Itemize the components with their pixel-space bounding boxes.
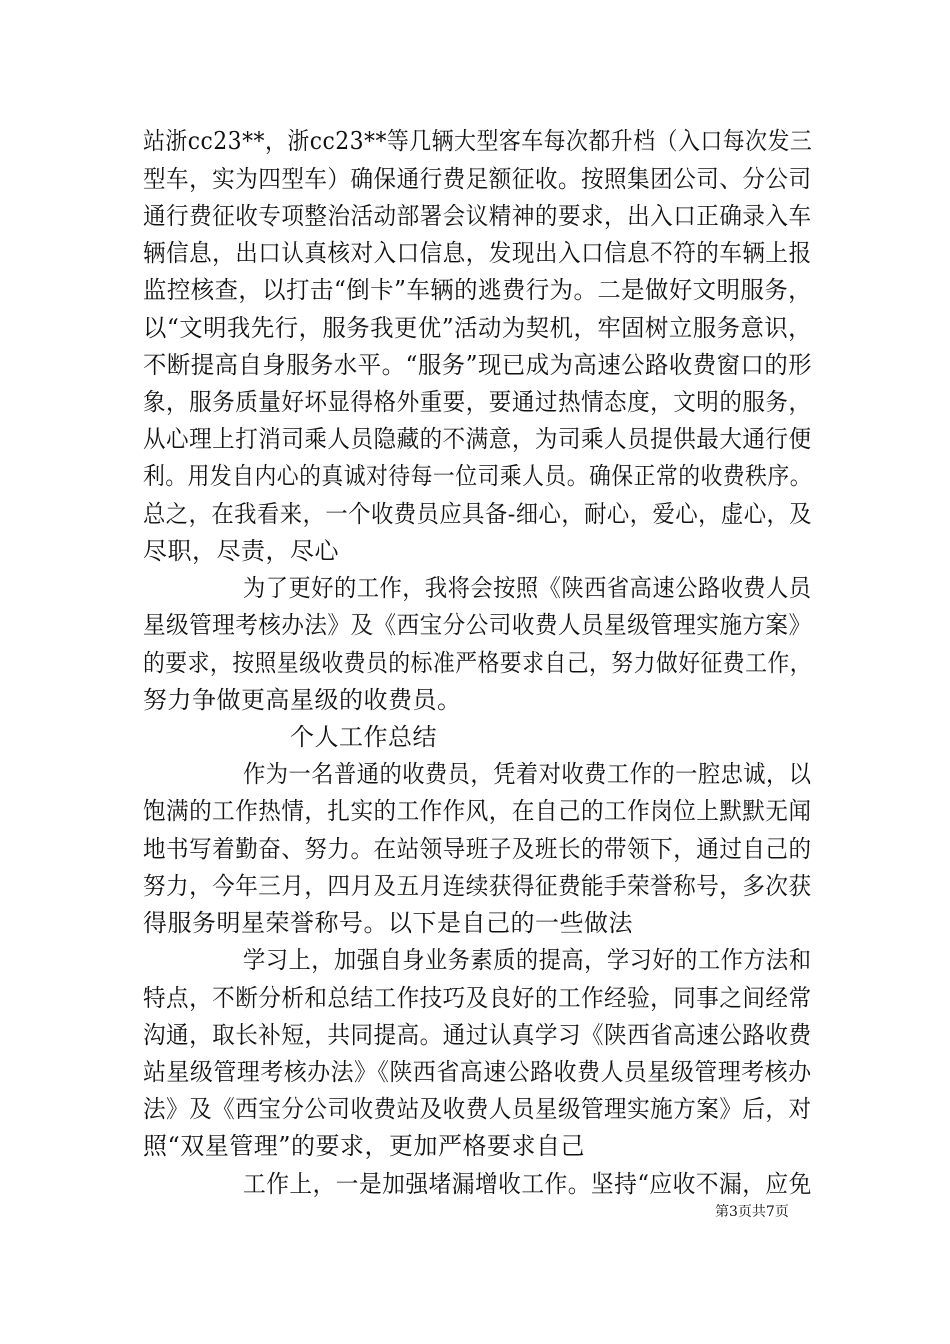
text-line: 努力，今年三月，四月及五月连续获得征费能手荣誉称号，多次获: [143, 872, 812, 900]
text-line: 站星级管理考核办法》《陕西省高速公路收费人员星级管理考核办: [143, 1058, 812, 1086]
text-line: 特点，不断分析和总结工作技巧及良好的工作经验，同事之间经常: [143, 984, 812, 1012]
text-line: 的要求，按照星级收费员的标准严格要求自己，努力做好征费工作，: [143, 649, 812, 677]
text-line: 象，服务质量好坏显得格外重要，要通过热情态度，文明的服务，: [143, 388, 812, 416]
section-title: 个人工作总结: [290, 723, 437, 751]
text-line: 法》及《西宝分公司收费站及收费人员星级管理实施方案》后，对: [143, 1095, 812, 1123]
text-line: 通行费征收专项整治活动部署会议精神的要求，出入口正确录入车: [143, 202, 812, 230]
text-line: 监控核查，以打击“倒卡”车辆的逃费行为。二是做好文明服务，: [143, 276, 813, 304]
text-line: 型车，实为四型车）确保通行费足额征收。按照集团公司、分公司: [143, 165, 812, 193]
text-line: 辆信息，出口认真核对入口信息，发现出入口信息不符的车辆上报: [143, 239, 812, 267]
text-line: 努力争做更高星级的收费员。: [143, 686, 462, 714]
text-line: 总之，在我看来，一个收费员应具备-细心，耐心，爱心，虚心，及: [143, 500, 813, 528]
text-line: 得服务明星荣誉称号。以下是自己的一些做法: [143, 909, 633, 937]
text-line: 从心理上打消司乘人员隐藏的不满意，为司乘人员提供最大通行便: [143, 425, 812, 453]
text-line: 照“双星管理”的要求，更加严格要求自己: [143, 1132, 586, 1160]
text-line: 饱满的工作热情，扎实的工作作风，在自己的工作岗位上默默无闻: [143, 797, 812, 825]
page-number: 第3页共7页: [715, 1204, 789, 1220]
text-line: 作为一名普通的收费员，凭着对收费工作的一腔忠诚，以: [243, 760, 812, 788]
text-line: 为了更好的工作，我将会按照《陕西省高速公路收费人员: [243, 574, 812, 602]
text-line: 以“文明我先行，服务我更优”活动为契机，牢固树立服务意识，: [143, 314, 813, 342]
text-line: 不断提高自身服务水平。“服务”现已成为高速公路收费窗口的形: [143, 351, 813, 379]
text-line: 站浙cc23**，浙cc23**等几辆大型客车每次都升档（入口每次发三: [143, 127, 813, 155]
text-line: 工作上，一是加强堵漏增收工作。坚持“应收不漏，应免: [243, 1170, 812, 1198]
text-line: 利。用发自内心的真诚对待每一位司乘人员。确保正常的收费秩序。: [143, 462, 812, 490]
text-line: 地书写着勤奋、努力。在站领导班子及班长的带领下，通过自己的: [143, 835, 812, 863]
text-line: 星级管理考核办法》及《西宝分公司收费人员星级管理实施方案》: [143, 611, 812, 639]
text-line: 学习上，加强自身业务素质的提高，学习好的工作方法和: [243, 946, 812, 974]
text-line: 沟通，取长补短，共同提高。通过认真学习《陕西省高速公路收费: [143, 1021, 812, 1049]
text-line: 尽职，尽责，尽心: [143, 537, 339, 565]
